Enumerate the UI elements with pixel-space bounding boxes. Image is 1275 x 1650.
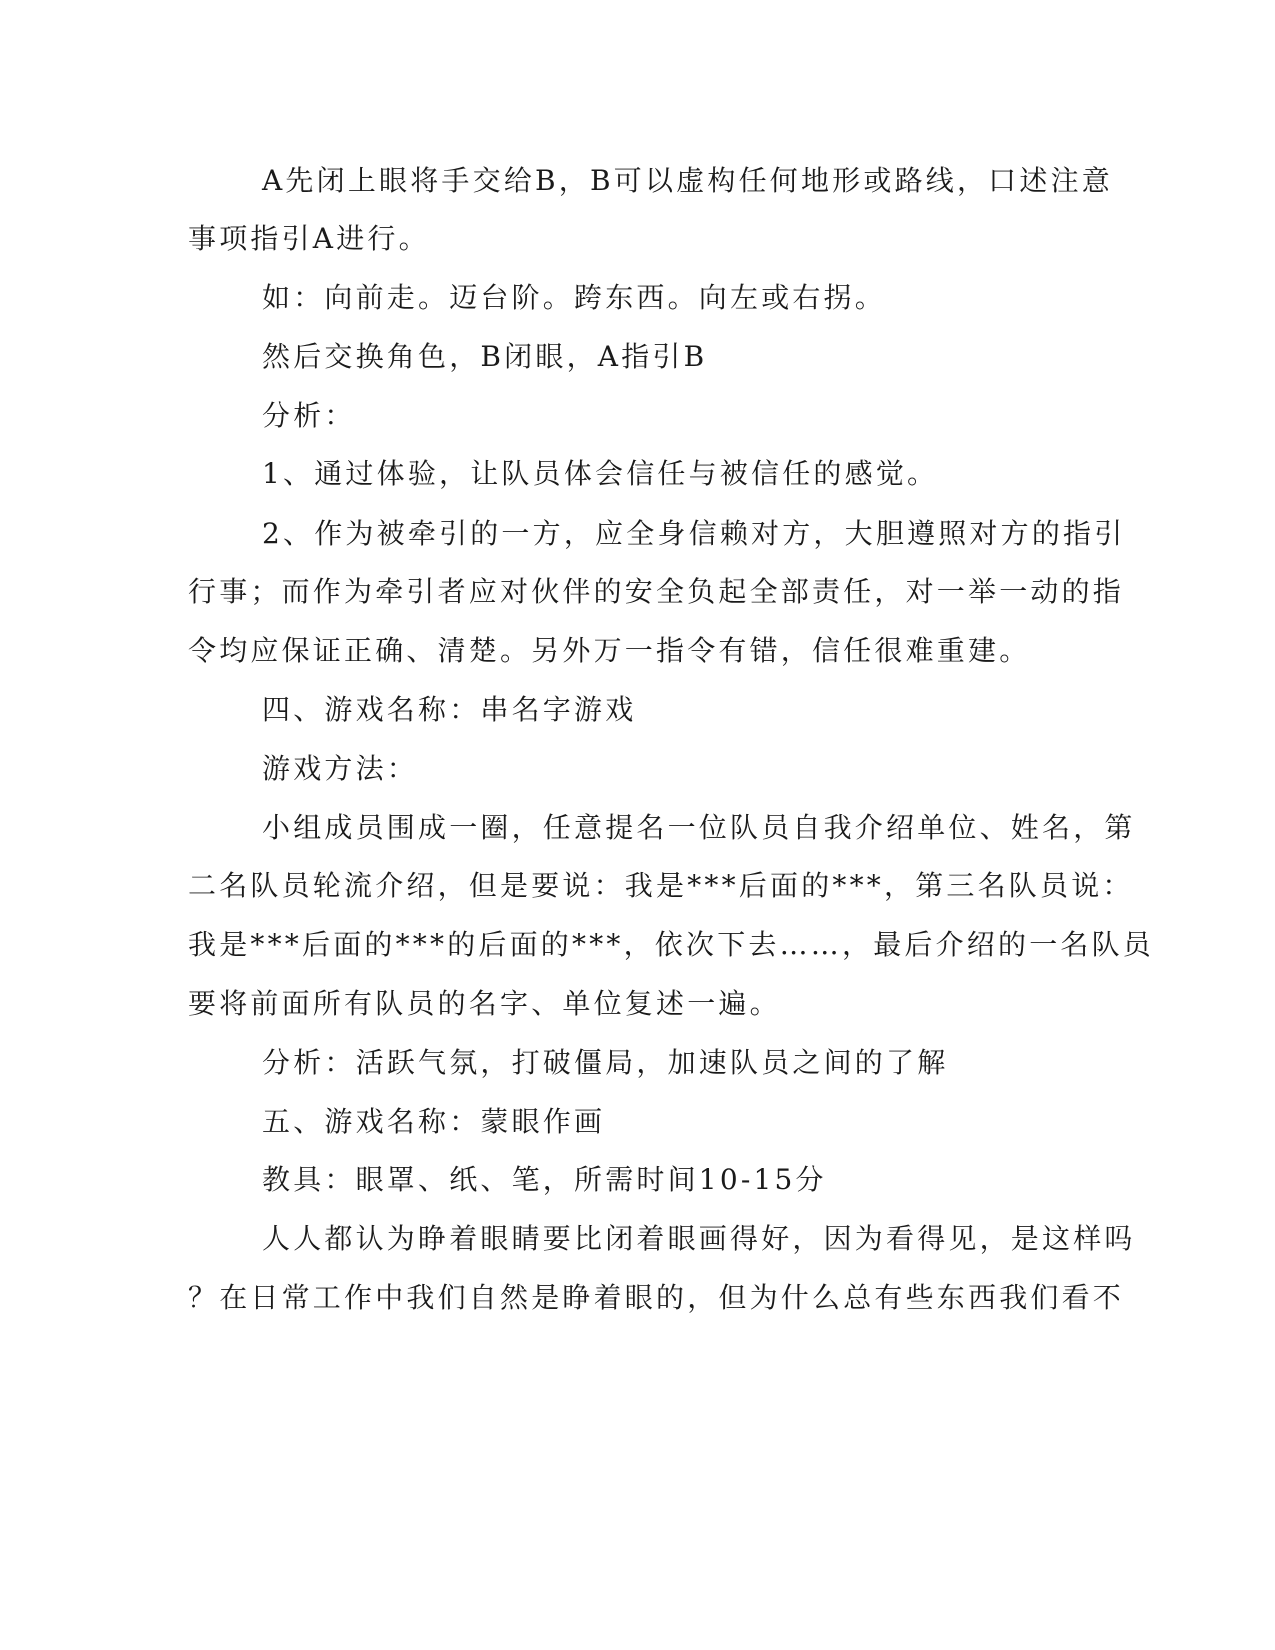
paragraph-line: 事项指引A进行。 <box>188 222 430 255</box>
paragraph-line: 行事；而作为牵引者应对伙伴的安全负起全部责任，对一举一动的指 <box>188 575 1125 608</box>
section-heading: 四、游戏名称：串名字游戏 <box>262 693 637 726</box>
paragraph-line: 我是***后面的***的后面的***，依次下去……，最后介绍的一名队员 <box>188 928 1155 961</box>
paragraph-line: 然后交换角色，B闭眼，A指引B <box>262 340 708 373</box>
paragraph-line: 2、作为被牵引的一方，应全身信赖对方，大胆遵照对方的指引 <box>262 517 1126 550</box>
section-heading: 五、游戏名称：蒙眼作画 <box>262 1105 606 1138</box>
paragraph-line: 令均应保证正确、清楚。另外万一指令有错，信任很难重建。 <box>188 634 1031 667</box>
section-label: 游戏方法： <box>262 752 419 785</box>
paragraph-line: 二名队员轮流介绍，但是要说：我是***后面的***，第三名队员说： <box>188 869 1134 902</box>
paragraph-line: 1、通过体验，让队员体会信任与被信任的感觉。 <box>262 457 939 490</box>
paragraph-line: 人人都认为睁着眼睛要比闭着眼画得好，因为看得见，是这样吗 <box>262 1222 1136 1255</box>
paragraph-line: 教具：眼罩、纸、笔，所需时间10-15分 <box>262 1163 827 1196</box>
paragraph-line: A先闭上眼将手交给B，B可以虚构任何地形或路线，口述注意 <box>262 164 1113 197</box>
section-label: 分析： <box>262 399 356 432</box>
paragraph-line: 如：向前走。迈台阶。跨东西。向左或右拐。 <box>262 281 887 314</box>
paragraph-line: ？在日常工作中我们自然是睁着眼的，但为什么总有些东西我们看不 <box>188 1281 1125 1314</box>
paragraph-line: 小组成员围成一圈，任意提名一位队员自我介绍单位、姓名，第 <box>262 811 1136 844</box>
paragraph-line: 要将前面所有队员的名字、单位复述一遍。 <box>188 987 781 1020</box>
paragraph-line: 分析：活跃气氛，打破僵局，加速队员之间的了解 <box>262 1046 949 1079</box>
